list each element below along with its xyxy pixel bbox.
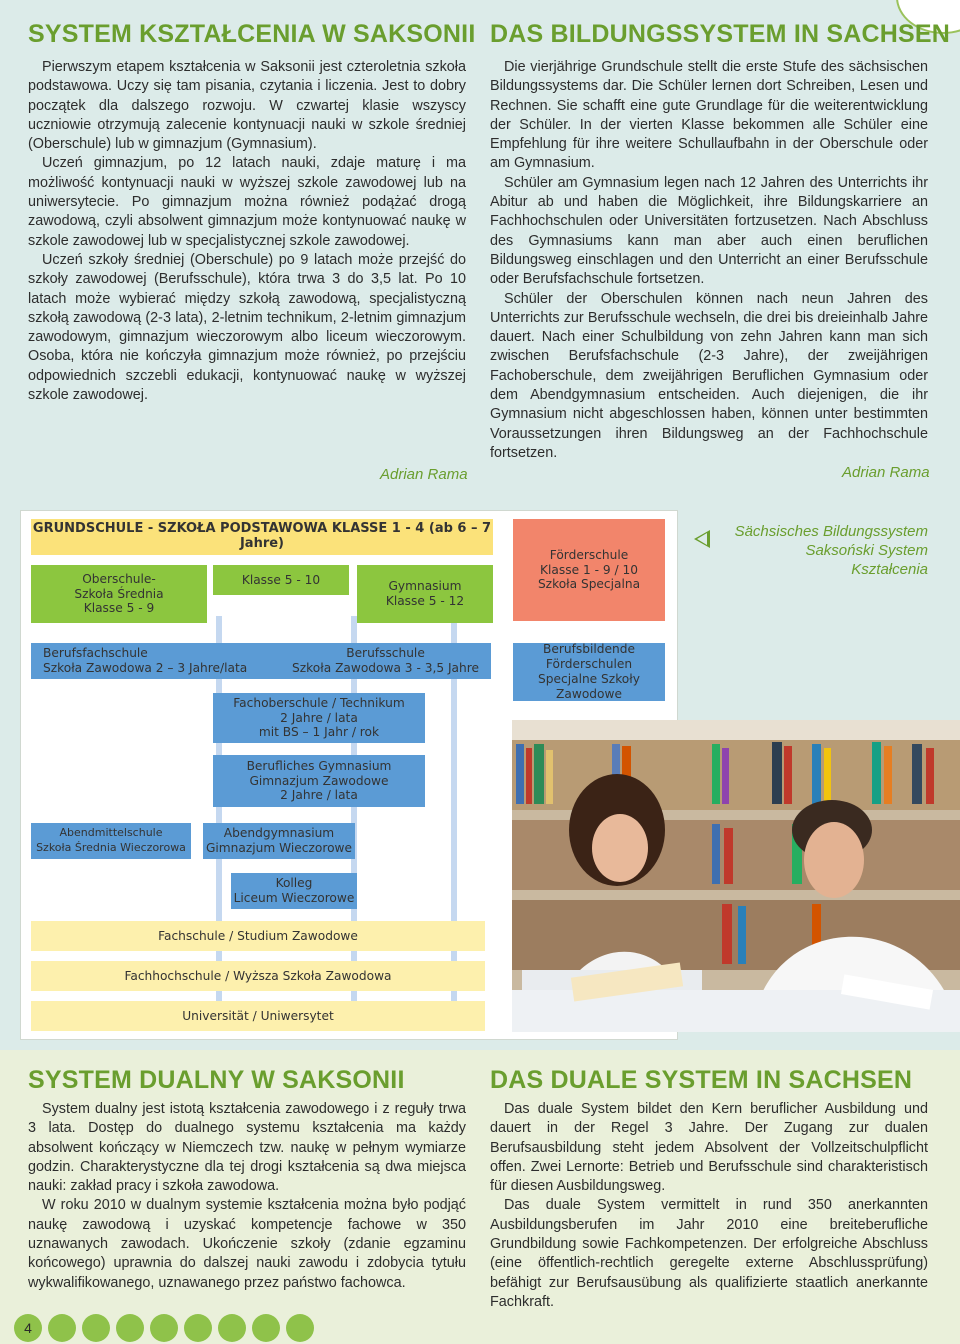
students-library-photo bbox=[512, 720, 960, 1032]
box-abendgymnasium: Abendgymnasium Gimnazjum Wieczorowe bbox=[203, 823, 355, 859]
box-berufliches-gymnasium: Berufliches Gymnasium Gimnazjum Zawodowe 2 Jahre / lata bbox=[213, 755, 425, 807]
article-de-dual-system bbox=[490, 1100, 928, 1312]
box-oberschule: Oberschule- Szkoła Średnia Klasse 5 - 9 bbox=[31, 565, 207, 623]
paragraph: Schüler der Oberschulen können nach neun Jahren des Unterrichts zur Berufsschule wechseln, die drei bis dreieinhalb Jahre dauert. Nach einer Schulbildung von zehn Jahren kann man sich zwischen Berufsfachschule (2-3 Jahre), der zweijährigen Fachoberschule, dem zweijährigen Beruflichen Gymnasium oder dem Abendgymnasium entscheiden. Auch diejenigen, die ihr Gymnasium nicht abgeschlossen haben, können unter bestimmten Voraussetzungen ihren Bildungsweg an der Fachhochschule fortsetzen. bbox=[490, 290, 928, 461]
heading-de-education-system: DAS BILDUNGSSYSTEM IN SACHSEN bbox=[490, 20, 951, 48]
diagram-caption bbox=[734, 522, 928, 579]
decorative-dot bbox=[184, 1314, 212, 1342]
heading-pl-dual-system: SYSTEM DUALNY W SAKSONII bbox=[28, 1066, 405, 1094]
caption-pl: Saksoński System Kształcenia bbox=[805, 542, 928, 578]
article-de-education-system bbox=[490, 58, 928, 463]
box-universitaet: Universität / Uniwersytet bbox=[31, 1001, 485, 1031]
article-pl-dual-system bbox=[28, 1100, 466, 1293]
paragraph: System dualny jest istotą kształcenia zawodowego i z reguły trwa 3 lata. Dostęp do dualnego systemu kształcenia ma każdy absolwent kończący w Niemczech tzw. naukę w pełnym wymiarze godzin. Charakterystyczne dla tej drogi kształcenia są dwa miejsca nauki: zakład pracy i szkoła zawodowa. bbox=[28, 1101, 466, 1195]
box-berufsbildende-foerderschulen: Berufsbildende Förderschulen Specjalne Szkoły Zawodowe bbox=[513, 643, 665, 701]
decorative-dot bbox=[116, 1314, 144, 1342]
box-kolleg: Kolleg Liceum Wieczorowe bbox=[231, 873, 357, 909]
decorative-dot bbox=[218, 1314, 246, 1342]
decorative-dot bbox=[286, 1314, 314, 1342]
paragraph: Pierwszym etapem kształcenia w Saksonii jest czteroletnia szkoła podstawowa. Uczy się tam pisania, czytania i liczenia. Jest to dobry początek dla dalszego rozwoju. W czwartej klasie wszyscy uczniowie otrzymują zalecenie kontynuacji nauki w szkole średniej (Oberschule) lub w gimnazjum (Gymnasium). bbox=[28, 59, 466, 153]
article-pl-education-system bbox=[28, 58, 466, 405]
paragraph: Die vierjährige Grundschule stellt die erste Stufe des sächsischen Bildungssystems dar. Die Schüler lernen dort Schreiben, Lesen und Rechnen. Sie schafft eine gute Grundlage für die weiterentwicklung der Schüler. In der vierten Klasse bekommen alle Schüler eine Empfehlung für ihre weitere Schullaufbahn in der Oberschule oder am Gymnasium. bbox=[490, 59, 928, 172]
heading-de-dual-system: DAS DUALE SYSTEM IN SACHSEN bbox=[490, 1066, 913, 1094]
heading-pl-education-system: SYSTEM KSZTAŁCENIA W SAKSONII bbox=[28, 20, 476, 48]
students-library-illustration bbox=[512, 720, 960, 1032]
author-de: Adrian Rama bbox=[842, 464, 930, 481]
author-pl: Adrian Rama bbox=[380, 466, 468, 483]
box-abendmittelschule: Abendmittelschule Szkoła Średnia Wieczorowa bbox=[31, 823, 191, 859]
box-gymnasium: Gymnasium Klasse 5 - 12 bbox=[357, 565, 493, 623]
paragraph: Das duale System bildet den Kern beruflicher Ausbildung und dauert in der Regel 3 Jahre. Der Zugang zur dualen Berufsausbildung steht jedem Absolvent der Vollzeitschulpflicht offen. Zwei Lernorte: Betrieb und Berufsschule sind charakteristisch für diesen Ausbildungsweg. bbox=[490, 1101, 928, 1195]
caption-de: Sächsisches Bildungssystem bbox=[734, 523, 928, 540]
decorative-dot bbox=[48, 1314, 76, 1342]
paragraph: Uczeń szkoły średniej (Oberschule) po 9 latach może przejść do szkoły zawodowej (Berufsschule), która trwa 3 do 3,5 lat. Po 10 latach może wybierać między szkołą zawodową, specjalistyczną szkołą zawodową (2-3 lata), 2-letnim technikum, 2-letnim gimnazjum zawodowym, gimnazjum wieczorowym albo liceum wieczorowym. Osoba, która nie kończyła gimnazjum może również, po przejściu odpowiednich szczebli edukacji, kontynuować naukę w wyższej szkole zawodowej. bbox=[28, 251, 466, 404]
paragraph: Uczeń gimnazjum, po 12 latach nauki, zdaje maturę i ma możliwość kontynuacji nauki w wyższej szkole zawodowej lub na uniwersytecie. Po gimnazjum można również podążać drogą zawodową, czyli absolwent gimnazjum może kontynuować naukę w szkole zawodowej lub w specjalistycznej szkole zawodowej. bbox=[28, 155, 466, 249]
box-grundschule: GRUNDSCHULE - SZKOŁA PODSTAWOWA KLASSE 1 - 4 (ab 6 – 7 Jahre) bbox=[31, 519, 493, 555]
box-klasse-5-10: Klasse 5 - 10 bbox=[213, 565, 349, 595]
box-fachschule: Fachschule / Studium Zawodowe bbox=[31, 921, 485, 951]
paragraph: Das duale System vermittelt in rund 350 anerkannten Ausbildungsberufen im Jahr 2010 eine breiteberufliche Grundbildung sowie Fachkompetenzen. Der erfolgreiche Abschluss (eine öffentlich-rechtlich geregelte externe Abschlussprüfung) befähigt zur Berufsausübung als qualifizierte staatlich anerkannte Fachkraft. bbox=[490, 1197, 928, 1310]
paragraph: W roku 2010 w dualnym systemie kształcenia można było podjąć naukę zawodową i uzyskać kompetencje fachowe w 350 uznawanych zawodach. Ukończenie szkoły (zdanie egzaminu końcowego) uprawnia do dalszej nauki zawodu i zdobycia tytułu wykwalifikowanego, uznawanego przez państwo fachowca. bbox=[28, 1197, 466, 1291]
box-fachhochschule: Fachhochschule / Wyższa Szkoła Zawodowa bbox=[31, 961, 485, 991]
label-berufsschule: Berufsschule Szkoła Zawodowa 3 - 3,5 Jahre bbox=[292, 646, 479, 675]
decorative-dot bbox=[82, 1314, 110, 1342]
paragraph: Schüler am Gymnasium legen nach 12 Jahren des Unterrichts ihr Abitur ab und haben die Möglichkeit, ihre Bildungskarriere an Fachhochschulen oder Universitäten fortzusetzen. Nach Abschluss des Gymnasiums kann man aber auch einen beruflichen Bildungsweg einschlagen und den Unterricht an einer Berufsschule oder Berufsfachschule fortsetzen. bbox=[490, 174, 928, 288]
label-berufsfachschule: Berufsfachschule Szkoła Zawodowa 2 – 3 Jahre/lata bbox=[43, 646, 248, 675]
caption-arrow-icon bbox=[694, 530, 710, 548]
decorative-dot bbox=[150, 1314, 178, 1342]
box-foerderschule: Förderschule Klasse 1 - 9 / 10 Szkoła Specjalna bbox=[513, 519, 665, 621]
box-fachoberschule: Fachoberschule / Technikum 2 Jahre / lata mit BS – 1 Jahr / rok bbox=[213, 693, 425, 743]
decorative-dot bbox=[252, 1314, 280, 1342]
page-number: 4 bbox=[14, 1314, 42, 1342]
box-berufs-row bbox=[31, 643, 491, 679]
